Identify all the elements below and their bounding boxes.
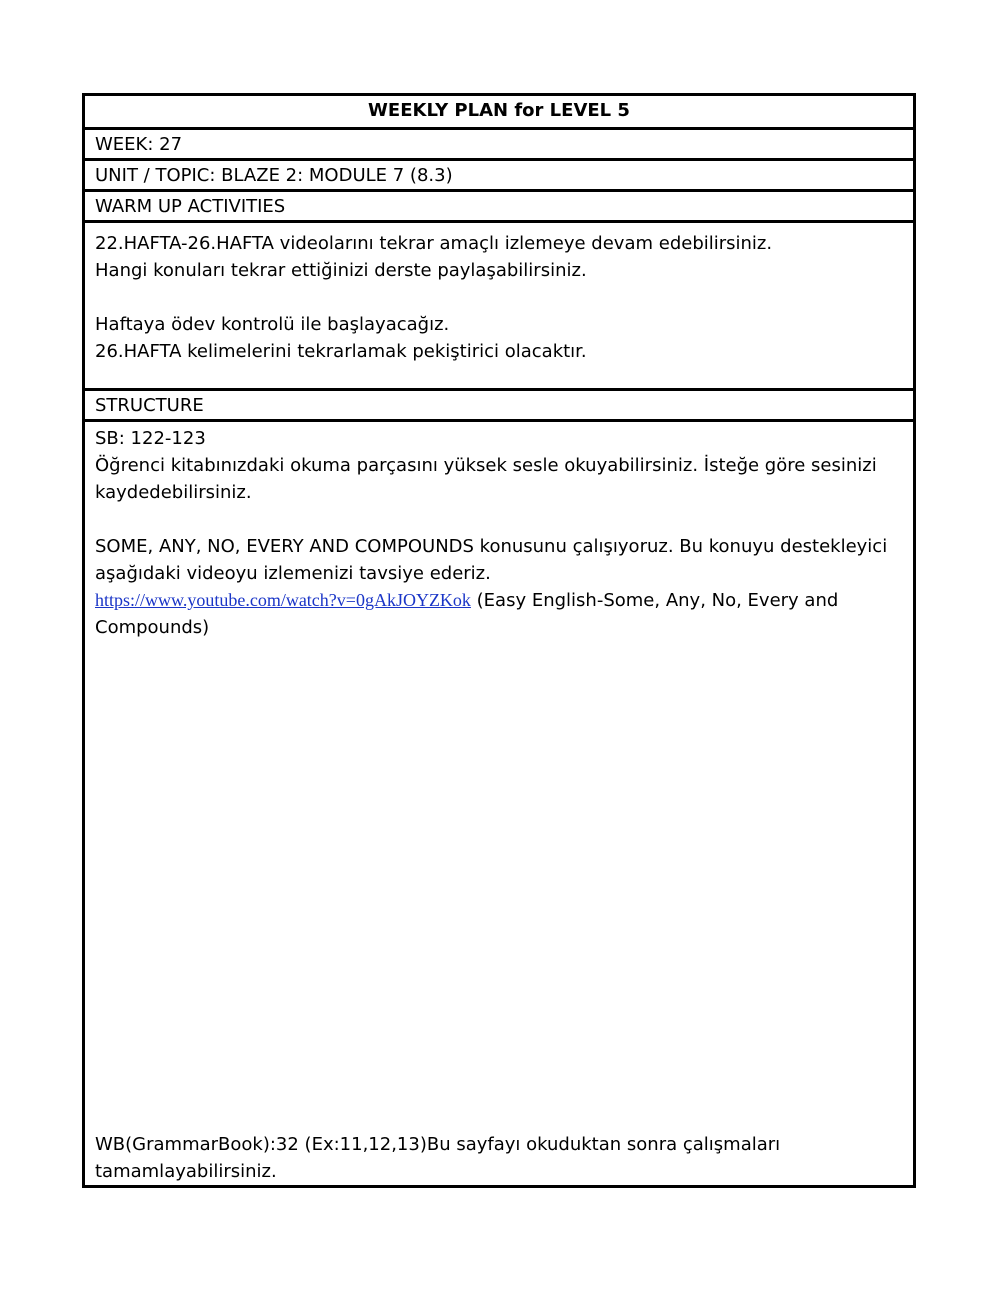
- warm-up-line: 22.HAFTA-26.HAFTA videolarını tekrar amaçlı izlemeye devam edebilirsiniz.: [95, 233, 773, 254]
- warm-up-line: Haftaya ödev kontrolü ile başlayacağız.: [95, 314, 450, 335]
- sb-pages: SB: 122-123: [95, 428, 206, 449]
- structure-label: STRUCTURE: [85, 388, 913, 419]
- topic-instruction: SOME, ANY, NO, EVERY AND COMPOUNDS konusunu çalışıyoruz. Bu konuyu destekleyici aşağıdaki videoyu izlemenizi tavsiye ederiz.: [95, 536, 893, 584]
- spacer: [95, 506, 903, 533]
- video-reference: [95, 587, 903, 641]
- weekly-plan-table: [82, 93, 916, 1188]
- warm-up-body: [85, 220, 913, 388]
- video-note: (Easy English-Some, Any, No, Every and Compounds): [95, 590, 845, 638]
- topic-row: UNIT / TOPIC: BLAZE 2: MODULE 7 (8.3): [85, 158, 913, 189]
- reading-instruction: Öğrenci kitabınızdaki okuma parçasını yüksek sesle okuyabilirsiniz. İsteğe göre sesinizi kaydedebilirsiniz.: [95, 455, 883, 503]
- workbook-instruction: WB(GrammarBook):32 (Ex:11,12,13)Bu sayfayı okuduktan sonra çalışmaları tamamlayabilirsiniz.: [95, 1134, 786, 1182]
- spacer: [95, 284, 903, 311]
- plan-title: WEEKLY PLAN for LEVEL 5: [368, 100, 630, 121]
- week-row: WEEK: 27: [85, 127, 913, 158]
- warm-up-line: Hangi konuları tekrar ettiğinizi derste paylaşabilirsiniz.: [95, 260, 587, 281]
- warm-up-line: 26.HAFTA kelimelerini tekrarlamak pekiştirici olacaktır.: [95, 341, 587, 362]
- structure-body: [85, 419, 913, 1185]
- youtube-link[interactable]: https://www.youtube.com/watch?v=0gAkJOYZKok: [95, 590, 471, 610]
- warm-up-label: WARM UP ACTIVITIES: [85, 189, 913, 220]
